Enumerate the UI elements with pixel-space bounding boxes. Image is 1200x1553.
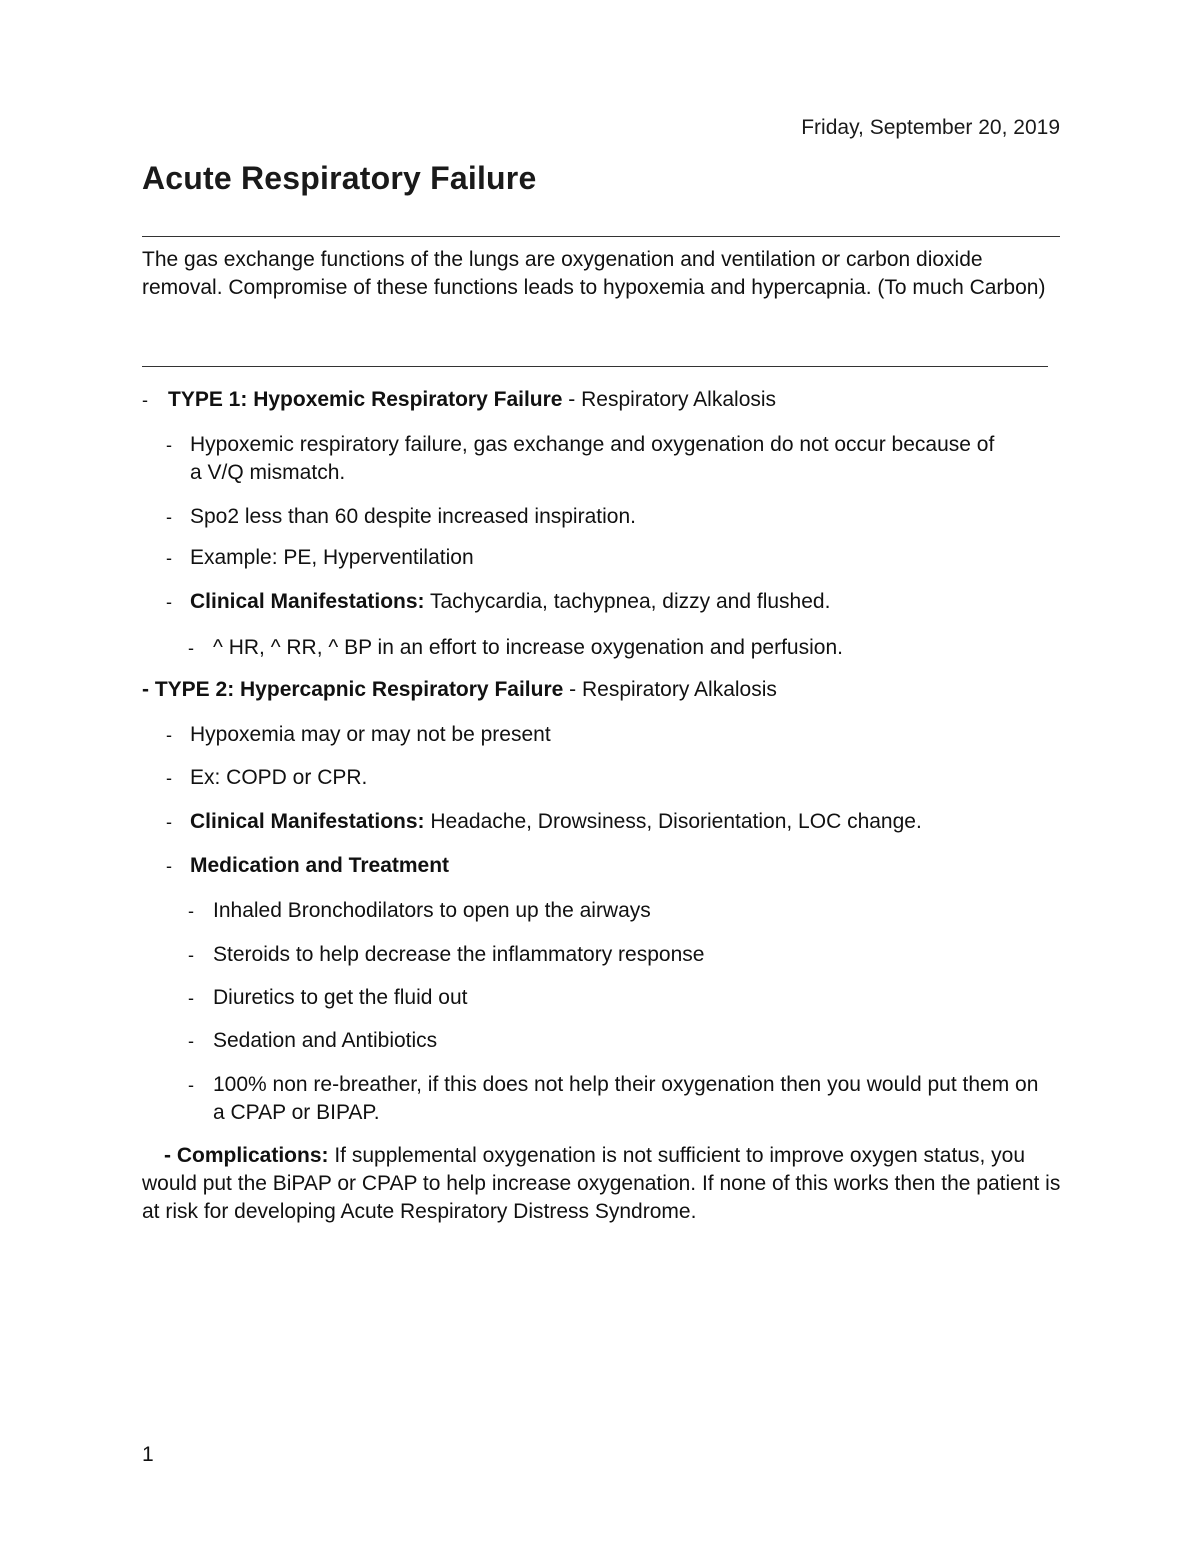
bullet-dash: - (188, 901, 194, 921)
bullet-dash: - (166, 548, 172, 568)
complications-text: If supplemental oxygenation is not sufficient to improve oxygen status, you would put the BiPAP or CPAP to help increase oxygenation. If none of this works then the patient is at risk for developing Acute Respiratory Distress Syndrome. (142, 1144, 1061, 1223)
page-title: Acute Respiratory Failure (142, 160, 537, 196)
bullet-dash: - (188, 1075, 194, 1095)
bullet-dash: - (142, 390, 148, 410)
bullet-dash: - (166, 435, 172, 455)
complications-label: - Complications: (164, 1144, 329, 1167)
type2-heading-bold: - TYPE 2: Hypercapnic Respiratory Failure (142, 678, 564, 701)
bullet-dash: - (188, 945, 194, 965)
manifest-text: Headache, Drowsiness, Disorientation, LOC change. (424, 810, 922, 833)
manifest-text: Tachycardia, tachypnea, dizzy and flushed. (424, 590, 831, 613)
type1-heading-rest: - Respiratory Alkalosis (562, 388, 777, 411)
document-date: Friday, September 20, 2019 (801, 116, 1060, 139)
type2-heading-rest: - Respiratory Alkalosis (563, 678, 777, 701)
page-number: 1 (142, 1443, 154, 1466)
bullet-dash: - (166, 507, 172, 527)
section-divider (142, 366, 1048, 367)
bullet-dash: - (166, 768, 172, 788)
bullet-dash: - (166, 812, 172, 832)
type1-heading-bold: TYPE 1: Hypoxemic Respiratory Failure (168, 388, 563, 411)
bullet-dash: - (166, 856, 172, 876)
treatment-label: Medication and Treatment (190, 854, 450, 877)
bullet-dash: - (166, 725, 172, 745)
title-divider (142, 236, 1060, 237)
bullet-dash: - (188, 1031, 194, 1051)
type2-heading (142, 676, 777, 704)
intro-paragraph: The gas exchange functions of the lungs are oxygenation and ventilation or carbon dioxide removal. Compromise of these functions leads to hypoxemia and hypercapnia. (To much Carbon) (142, 248, 1046, 299)
manifest-label: Clinical Manifestations: (190, 590, 425, 613)
manifest-label: Clinical Manifestations: (190, 810, 425, 833)
bullet-dash: - (188, 988, 194, 1008)
complications-paragraph (142, 1142, 1062, 1226)
bullet-dash: - (166, 592, 172, 612)
bullet-dash: - (188, 638, 194, 658)
document-page: Friday, September 20, 2019 Acute Respiratory Failure The gas exchange functions of the lungs are oxygenation and ventilation or carbon dioxide removal. Compromise of these functions leads to hypoxemia and hypercapnia. (To much Carbon) - TYPE 1: Hypoxemic Respiratory Failure - Respiratory Alkalosis - Hypoxemic respiratory failure, gas exchange and oxygenation do not occur because of a V/Q mismatch. - Spo2 less than 60 despite increased inspiration. - Example: PE, Hyperventilation - Clinical Manifestations: Tachycardia, tachypnea, dizzy and flushed. - ^ HR, ^ RR, ^ BP in an effort to increase oxygenation and perfusion. - TYPE 2: Hypercapnic Respiratory Failure - Respiratory Alkalosis - Hypoxemia may or may not be present - Ex: COPD or CPR. - Clinical Manifestations: Headache, Drowsiness, Disorientation, LOC change. - Medication and Treatment - Inhaled Bronchodilators to open up the airways - Steroids to help decrease the inflammatory response - Diuretics to get the fluid out - Sedation and Antibiotics - 100% non re-breather, if this does not help their oxygenation then you would put them on a CPAP or BIPAP. - Complications: If supplemental oxygenation is not sufficient to improve oxygen status, you would put the BiPAP or CPAP to help increase oxygenation. If none of this works then the patient is at risk for developing Acute Respiratory Distress Syndrome. 1 (142, 116, 1061, 1466)
